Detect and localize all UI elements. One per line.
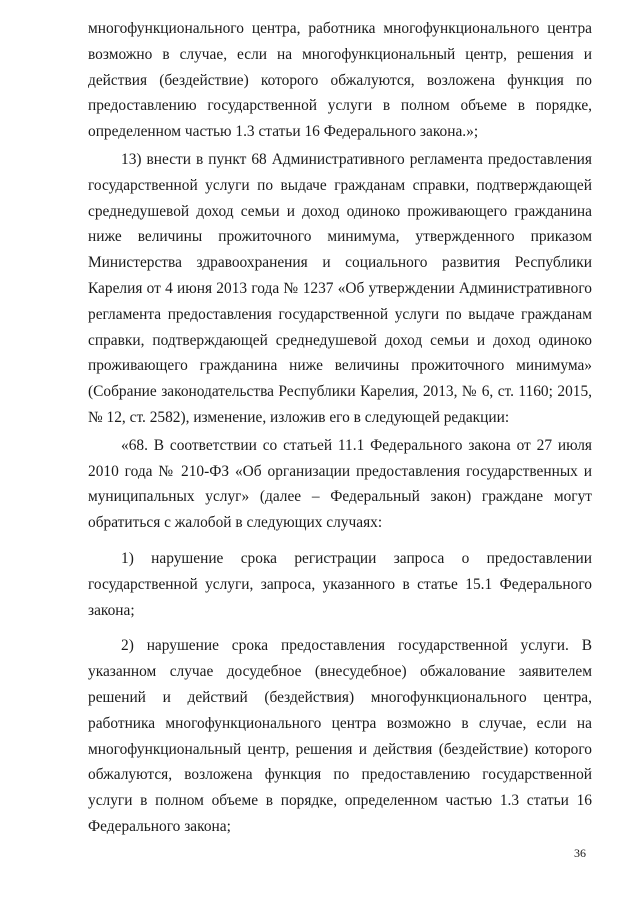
paragraph-subitem-2: 2) нарушение срока предоставления государственной услуги. В указанном случае досудебное (внесудебное) обжалование заявителем решений и действий (бездействия) многофункционального центра, работника многофункционального центра возможно в случае, если на многофункциональный центр, решения и действия (бездействие) которого обжалуются, возложена функция по предоставлению государственной услуги в полном объеме в порядке, определенном частью 1.3 статьи 16 Федерального закона; <box>88 637 592 835</box>
paragraph-item-13: 13) внести в пункт 68 Административного регламента предоставления государственной услуги по выдаче гражданам справки, подтверждающей среднедушевой доход семьи и доход одиноко проживающего гражданина ниже величины прожиточного минимума, утвержденного приказом Министерства здравоохранения и социального развития Республики Карелия от 4 июня 2013 года № 1237 «Об утверждении Административного регламента предоставления государственной услуги по выдаче гражданам справки, подтверждающей среднедушевой доход семьи и доход одиноко проживающего гражданина ниже величины прожиточного минимума» (Собрание законодательства Республики Карелия, 2013, № 6, ст. 1160; 2015, № 12, ст. 2582), изменение, изложив его в следующей редакции: <box>88 150 592 426</box>
page-number: 36 <box>574 846 586 860</box>
paragraph-continuation: многофункционального центра, работника многофункционального центра возможно в случае, если на многофункциональный центр, решения и действия (бездействие) которого обжалуются, возложена функция по предоставлению государственной услуги в полном объеме в порядке, определенном частью 1.3 статьи 16 Федерального закона.»; <box>88 20 592 141</box>
paragraph-item-68: «68. В соответствии со статьей 11.1 Федерального закона от 27 июля 2010 года № 210-ФЗ «Об организации предоставления государственных и муниципальных услуг» (далее – Федеральный закон) граждане могут обратиться с жалобой в следующих случаях: <box>88 436 592 532</box>
paragraph-subitem-1: 1) нарушение срока регистрации запроса о предоставлении государственной услуги, запроса, указанного в статье 15.1 Федерального закона; <box>88 549 592 619</box>
